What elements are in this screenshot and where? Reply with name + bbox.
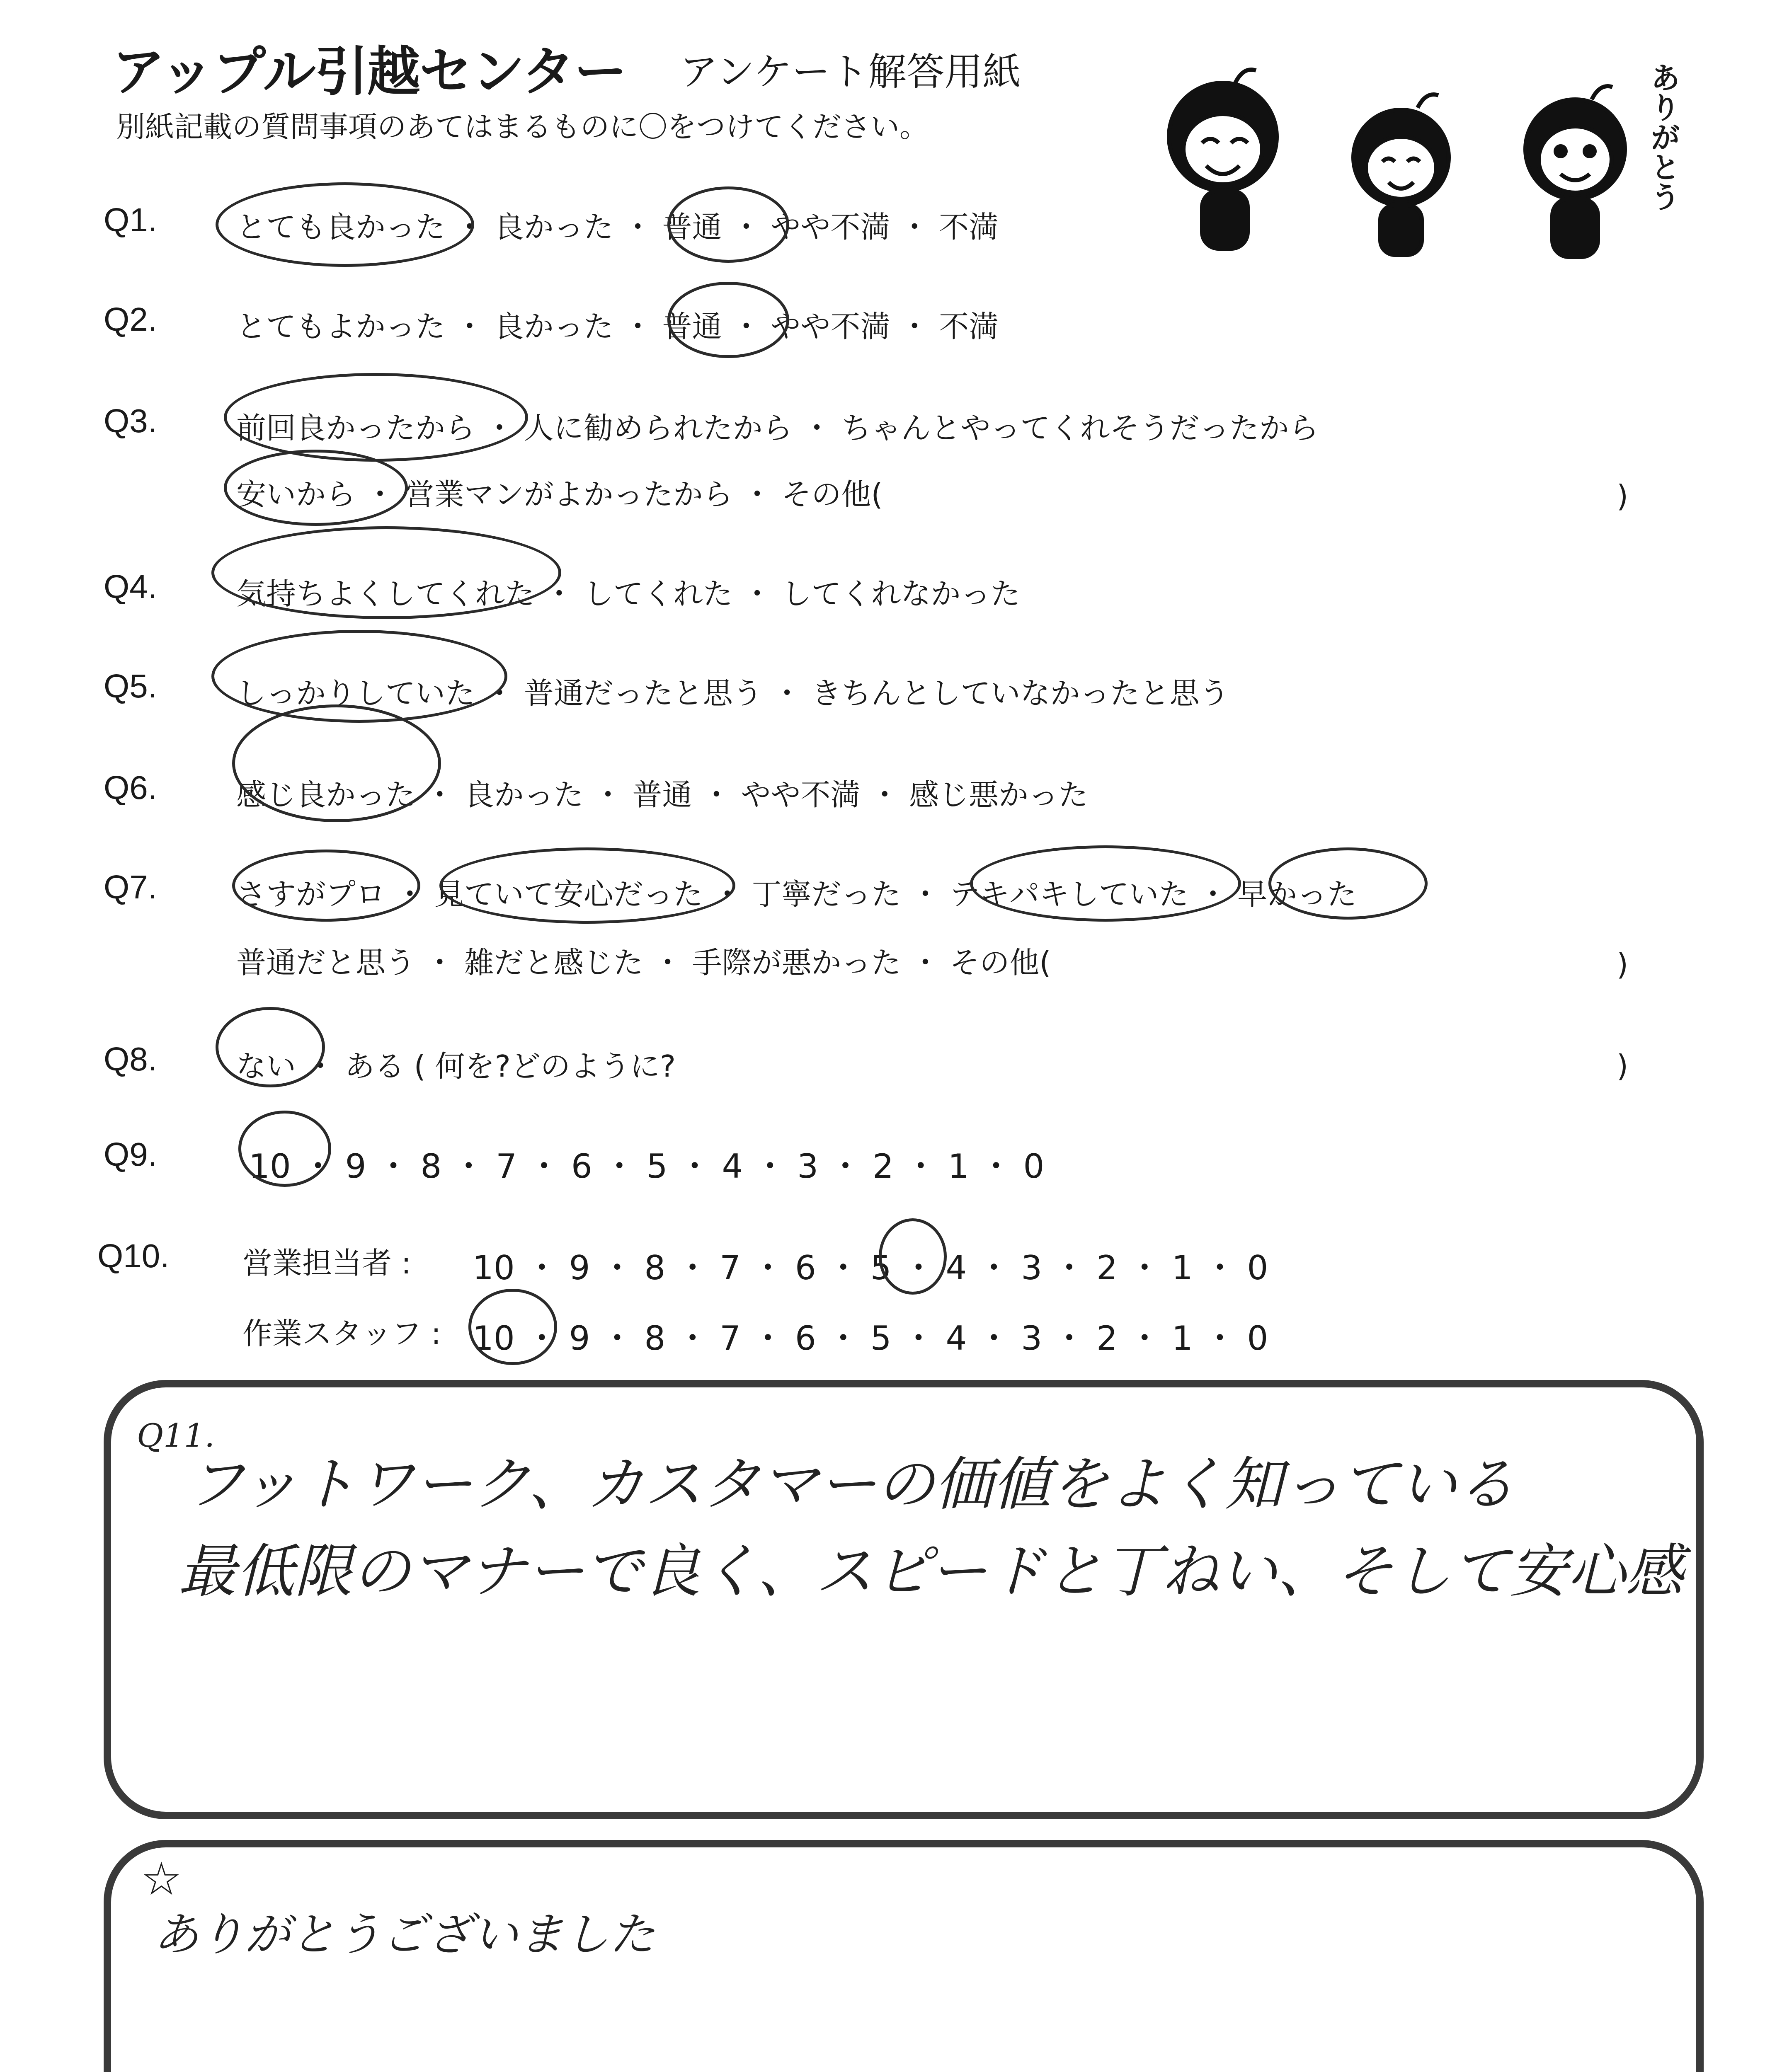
q8-answer-circle	[216, 1007, 325, 1087]
monkey-mascots-icon	[1152, 54, 1691, 269]
q7-close-paren: )	[1617, 947, 1629, 982]
q5-options[interactable]: しっかりしていた ・ 普通だったと思う ・ きちんとしていなかったと思う	[236, 676, 1229, 711]
q3-options-line2[interactable]: 安いから ・ 営業マンがよかったから ・ その他(	[236, 477, 883, 512]
q4-answer-circle	[211, 526, 561, 619]
q5-label: Q5.	[104, 668, 157, 704]
form-title: アップル引越センター	[112, 41, 626, 103]
q3-answer-circle	[224, 373, 528, 462]
q9-label: Q9.	[104, 1136, 157, 1173]
q9-answer-circle	[238, 1111, 331, 1187]
q10-sales-label: 営業担当者 :	[242, 1246, 412, 1280]
form-subtitle: アンケート解答用紙	[680, 50, 1021, 94]
q7-label: Q7.	[104, 869, 157, 905]
q4-label: Q4.	[104, 568, 157, 605]
q3-answer-circle-2	[224, 450, 408, 526]
q6-options[interactable]: 感じ良かった ・ 良かった ・ 普通 ・ やや不満 ・ 感じ悪かった	[236, 777, 1089, 812]
q11-answer-line2: 最低限のマナーで良く、スピードと丁ねい、そして安心感	[178, 1538, 1684, 1605]
q7-answer-circle-1	[232, 850, 420, 922]
q3-label: Q3.	[104, 402, 157, 439]
q7-answer-circle-4	[1268, 847, 1428, 920]
form-instructions: 別紙記載の質問事項のあてはまるものに〇をつけてください。	[116, 110, 929, 144]
q7-options-line2[interactable]: 普通だと思う ・ 雑だと感じた ・ 手際が悪かった ・ その他(	[236, 945, 1051, 980]
q11-answer-line1: フットワーク、カスタマーの価値をよく知っている	[187, 1451, 1515, 1518]
q1-answer-circle	[216, 182, 474, 267]
q6-label: Q6.	[104, 769, 157, 806]
q10-staff-answer-circle	[468, 1289, 557, 1365]
q10-sales-answer-circle	[879, 1218, 947, 1295]
mascot-caption: ありがとう	[1646, 62, 1680, 211]
q8-options[interactable]: ない ・ ある ( 何を?どのように?	[236, 1049, 676, 1084]
q8-label: Q8.	[104, 1041, 157, 1077]
star-icon: ☆	[141, 1852, 182, 1905]
q7-answer-circle-3	[970, 845, 1241, 922]
comment-text: ありがとうございました	[153, 1908, 655, 1961]
q3-options-line1[interactable]: 前回良かったから ・ 人に勧められたから ・ ちゃんとやってくれそうだったから	[236, 411, 1319, 445]
q8-close-paren: )	[1617, 1048, 1629, 1083]
q11-label: Q11.	[137, 1417, 215, 1455]
q6-answer-circle	[232, 704, 441, 822]
q4-options[interactable]: 気持ちよくしてくれた ・ してくれた ・ してくれなかった	[236, 576, 1021, 611]
q7-options-line1[interactable]: さすがプロ ・ 見ていて安心だった ・ 丁寧だった ・ テキパキしていた ・ 早かった	[236, 877, 1357, 912]
q10-staff-options[interactable]: 10 ・ 9 ・ 8 ・ 7 ・ 6 ・ 5 ・ 4 ・ 3 ・ 2 ・ 1 ・ 0	[473, 1319, 1268, 1358]
q10-sales-options[interactable]: 10 ・ 9 ・ 8 ・ 7 ・ 6 ・ 5 ・ 4 ・ 3 ・ 2 ・ 1 ・ 0	[473, 1249, 1268, 1287]
q7-answer-circle-2	[439, 847, 735, 924]
q2-label: Q2.	[104, 301, 157, 338]
q1-label: Q1.	[104, 201, 157, 238]
q1-options[interactable]: とても良かった ・ 良かった ・ 普通 ・ やや不満 ・ 不満	[236, 210, 999, 244]
q2-options[interactable]: とてもよかった ・ 良かった ・ 普通 ・ やや不満 ・ 不満	[236, 309, 999, 344]
mascot-illustration	[1152, 54, 1691, 269]
q3-close-paren: )	[1617, 479, 1629, 513]
q2-answer-circle	[667, 282, 789, 358]
q10-staff-label: 作業スタッフ :	[242, 1316, 441, 1351]
q1-answer-circle-2	[667, 186, 789, 263]
q9-options[interactable]: 10 ・ 9 ・ 8 ・ 7 ・ 6 ・ 5 ・ 4 ・ 3 ・ 2 ・ 1 ・ 0	[249, 1147, 1045, 1186]
q10-label: Q10.	[97, 1237, 170, 1274]
